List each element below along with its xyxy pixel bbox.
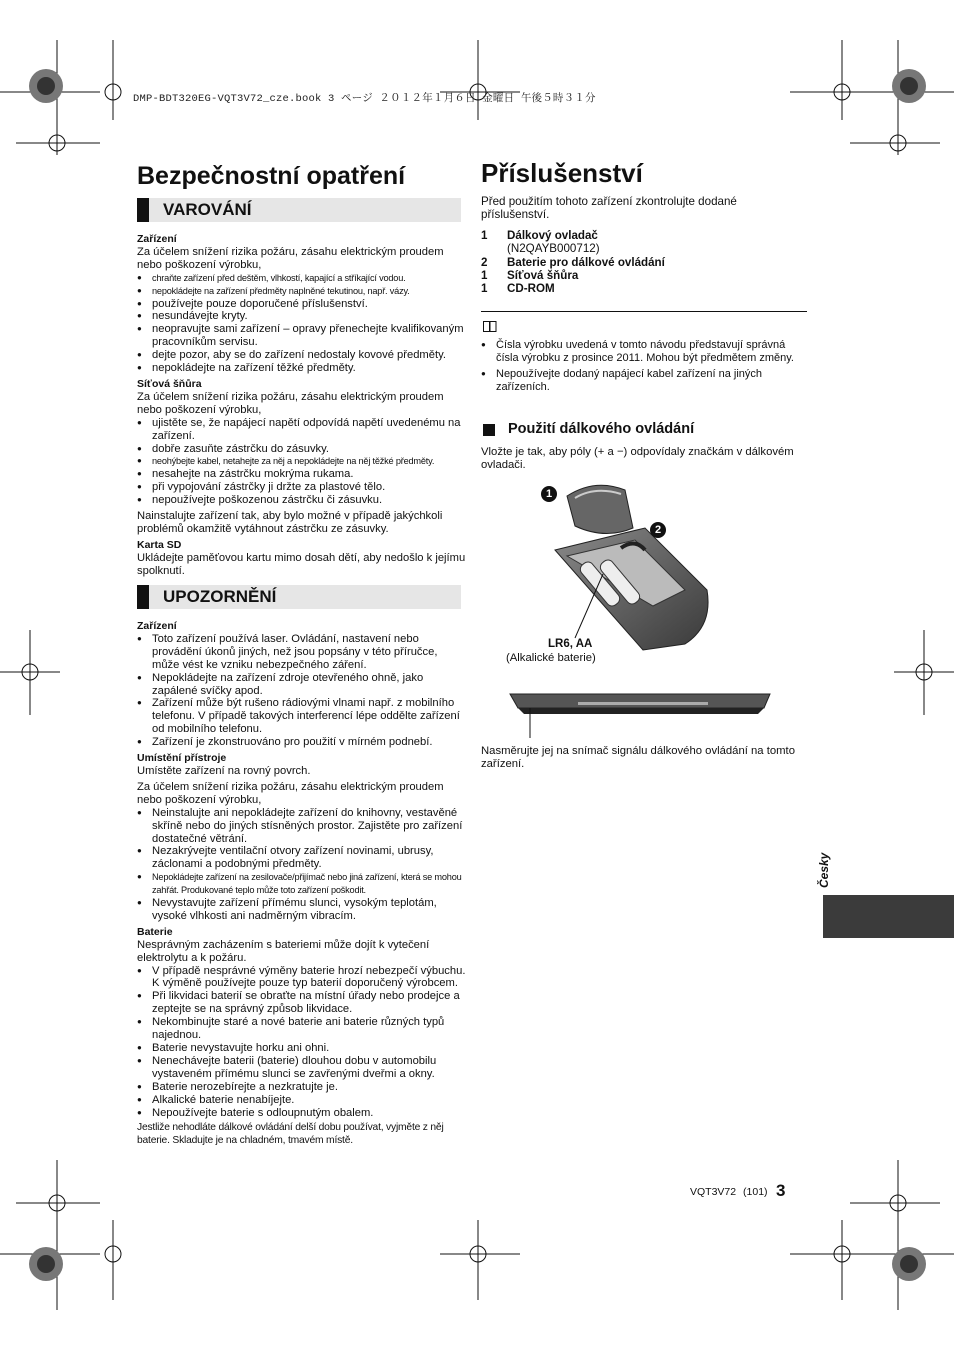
list-item: ● neopravujte sami zařízení – opravy přenechejte kvalifikovaným pracovníkům servisu. [137, 323, 467, 349]
battery-intro: Nesprávným zacházením s bateriemi může dojít k vytečení elektrolytu a k požáru. [137, 938, 430, 964]
accessory-item [481, 256, 801, 269]
note-item: ● Nepoužívejte dodaný napájecí kabel zařízení na jiných zařízeních. [481, 368, 801, 394]
remote-battery-illustration [535, 478, 720, 653]
accessory-label: Dálkový ovladač [507, 228, 598, 242]
list-item: ● Při likvidaci baterií se obraťte na místní úřady nebo prodejce a zeptejte se na správný způsob likvidace. [137, 990, 467, 1016]
list-item: ● chraňte zařízení před deštěm, vlhkostí, kapající a stříkající vodou. [137, 272, 467, 285]
list-item: ● Toto zařízení používá laser. Ovládání, nastavení nebo provádění úkonů jiných, než jsou popsány v této příručce, může vést ke vzniku nebezpečného záření. [137, 633, 467, 672]
device-label: Zařízení [137, 620, 177, 632]
battery-type-label: LR6, AA [548, 638, 593, 650]
power-cord-intro: Za účelem snížení rizika požáru, zásahu elektrickým proudem nebo poškození výrobku, [137, 390, 444, 416]
list-item: ● Zařízení je zkonstruováno pro použití v mírném podnebí. [137, 736, 467, 749]
book-note-icon [483, 321, 497, 332]
list-item: ● V případě nesprávné výměny baterie hrozí nebezpečí výbuchu. K výměně používejte pouze typ baterií doporučený výrobcem. [137, 965, 467, 991]
list-item: ● Nekombinujte staré a nové baterie ani baterie různých typů najednou. [137, 1016, 467, 1042]
caution-section [137, 620, 467, 1148]
list-item: ● nepokládejte na zařízení těžké předměty. [137, 362, 467, 375]
device-intro: Za účelem snížení rizika požáru, zásahu elektrickým proudem nebo poškození výrobku, [137, 245, 444, 271]
list-item: ● používejte pouze doporučené příslušenství. [137, 298, 467, 311]
list-item: ● dejte pozor, aby se do zařízení nedostaly kovové předměty. [137, 349, 467, 362]
caution-heading-bar [137, 585, 461, 609]
accessories-intro: Před použitím tohoto zařízení zkontrolujte dodané příslušenství. [481, 195, 737, 222]
accessory-code-row [481, 242, 801, 255]
list-item: ● Alkalické baterie nenabíjejte. [137, 1094, 467, 1107]
list-item: ● Baterie nerozebírejte a nezkratujte je. [137, 1081, 467, 1094]
power-cord-outro: Nainstalujte zařízení tak, aby bylo možné v případě jakýchkoli problémů okamžitě vytáhnout zástrčku ze zásuvky. [137, 510, 443, 535]
accessory-label: Síťová šňůra [507, 269, 579, 283]
list-item: ● Nezakrývejte ventilační otvory zařízení novinami, ubrusy, záclonami a podobnými předměty. [137, 845, 467, 871]
accessory-qty: 2 [481, 255, 488, 269]
battery-outro: Jestliže nehodláte dálkové ovládání delší dobu používat, vyjměte z něj baterie. Skladujte je na chladném, tmavém místě. [137, 1122, 444, 1147]
list-item: ● neohýbejte kabel, netahejte za něj a nepokládejte na něj těžké předměty. [137, 455, 467, 468]
section-divider [481, 311, 807, 312]
heading-marker [137, 585, 149, 609]
sd-card-text: Ukládejte paměťovou kartu mimo dosah dětí, aby nedošlo k jejímu spolknutí. [137, 551, 466, 577]
doc-code: VQT3V72 [690, 1186, 737, 1198]
step-1-badge: 1 [541, 486, 557, 502]
list-item: ● Nepokládejte na zařízení zdroje otevřeného ohně, jako zapálené svíčky apod. [137, 672, 467, 698]
player-illustration [508, 690, 773, 740]
list-item: ● při vypojování zástrčky ji držte za plastové tělo. [137, 481, 467, 494]
placement-intro: Za účelem snížení rizika požáru, zásahu elektrickým proudem nebo poškození výrobku, [137, 780, 444, 806]
list-item: ● Baterie nevystavujte horku ani ohni. [137, 1042, 467, 1055]
warning-section [137, 233, 467, 578]
warning-heading: VAROVÁNÍ [163, 200, 252, 219]
battery-label: Baterie [137, 925, 173, 938]
page-number: 3 [776, 1181, 786, 1200]
language-side-label: Česky [817, 852, 831, 888]
placement-text: Umístěte zařízení na rovný povrch. [137, 764, 311, 777]
step-2-badge: 2 [650, 522, 666, 538]
page-title-safety: Bezpečnostní opatření [137, 162, 406, 190]
accessory-qty: 1 [481, 282, 488, 296]
accessory-item [481, 229, 801, 242]
accessory-qty: 1 [481, 269, 488, 283]
list-item: ● nesundávejte kryty. [137, 310, 467, 323]
accessory-item [481, 269, 801, 282]
list-item: ● ujistěte se, že napájecí napětí odpovídá napětí uvedenému na zařízení. [137, 417, 467, 443]
note-item: ● Čísla výrobku uvedená v tomto návodu představují správná čísla výrobku z prosince 2011. Mohou být předmětem změny. [481, 339, 801, 365]
power-cord-label: Síťová šňůra [137, 377, 202, 390]
language-tab [823, 895, 954, 938]
caution-heading: UPOZORNĚNÍ [163, 587, 277, 606]
footer-code [690, 1186, 768, 1198]
print-header: DMP-BDT320EG-VQT3V72_cze.book 3 ページ ２０１２年１月６日 金曜日 午後５時３１分 [133, 93, 596, 105]
square-bullet-icon [483, 424, 495, 436]
accessory-code: (N2QAYB000712) [507, 242, 600, 256]
accessory-list [481, 229, 801, 296]
accessory-label: Baterie pro dálkové ovládání [507, 255, 665, 269]
placement-label: Umístění přístroje [137, 752, 227, 765]
list-item: ● Nepoužívejte baterie s odloupnutým obalem. [137, 1107, 467, 1120]
battery-type-sub: (Alkalické baterie) [506, 652, 596, 664]
accessory-label: CD-ROM [507, 282, 555, 296]
aim-text: Nasměrujte jej na snímač signálu dálkového ovládání na tomto zařízení. [481, 745, 795, 771]
list-item: ● dobře zasuňte zástrčku do zásuvky. [137, 443, 467, 456]
page-title-accessories: Příslušenství [481, 158, 643, 188]
list-item: ● Nenechávejte baterii (baterie) dlouhou dobu v automobilu vystaveném přímému slunci se zavřenými dveřmi a okny. [137, 1055, 467, 1081]
list-item: ● nepoužívejte poškozenou zástrčku či zásuvku. [137, 494, 467, 507]
remote-heading: Použití dálkového ovládání [508, 421, 695, 437]
list-item: ● Nepokládejte zařízení na zesilovače/přijímač nebo jiná zařízení, která se mohou zahřát. Produkované teplo může toto zařízení poškodit. [137, 871, 467, 897]
heading-marker [137, 198, 149, 222]
accessory-item [481, 282, 801, 295]
notes-section [481, 339, 801, 394]
page-ref: (101) [743, 1186, 768, 1198]
list-item: ● nepokládejte na zařízení předměty naplněné tekutinou, např. vázy. [137, 285, 467, 298]
remote-text: Vložte je tak, aby póly (+ a −) odpovídaly značkám v dálkovém ovladači. [481, 446, 794, 472]
list-item: ● Neinstalujte ani nepokládejte zařízení do knihovny, vestavěné skříně nebo do jiných stísněných prostor. Zajistěte pro zařízení dostatečné větrání. [137, 807, 467, 846]
device-label: Zařízení [137, 233, 177, 245]
warning-heading-bar [137, 198, 461, 222]
list-item: ● Nevystavujte zařízení přímému slunci, vysokým teplotám, vysoké vlhkosti ani nadměrným vibracím. [137, 897, 467, 923]
sd-card-label: Karta SD [137, 538, 182, 551]
accessories-section [481, 195, 801, 296]
accessory-qty: 1 [481, 228, 488, 242]
list-item: ● nesahejte na zástrčku mokrýma rukama. [137, 468, 467, 481]
list-item: ● Zařízení může být rušeno rádiovými vlnami např. z mobilního telefonu. V případě takových interferencí lépe oddělte zařízení od mobilního telefonu. [137, 697, 467, 736]
